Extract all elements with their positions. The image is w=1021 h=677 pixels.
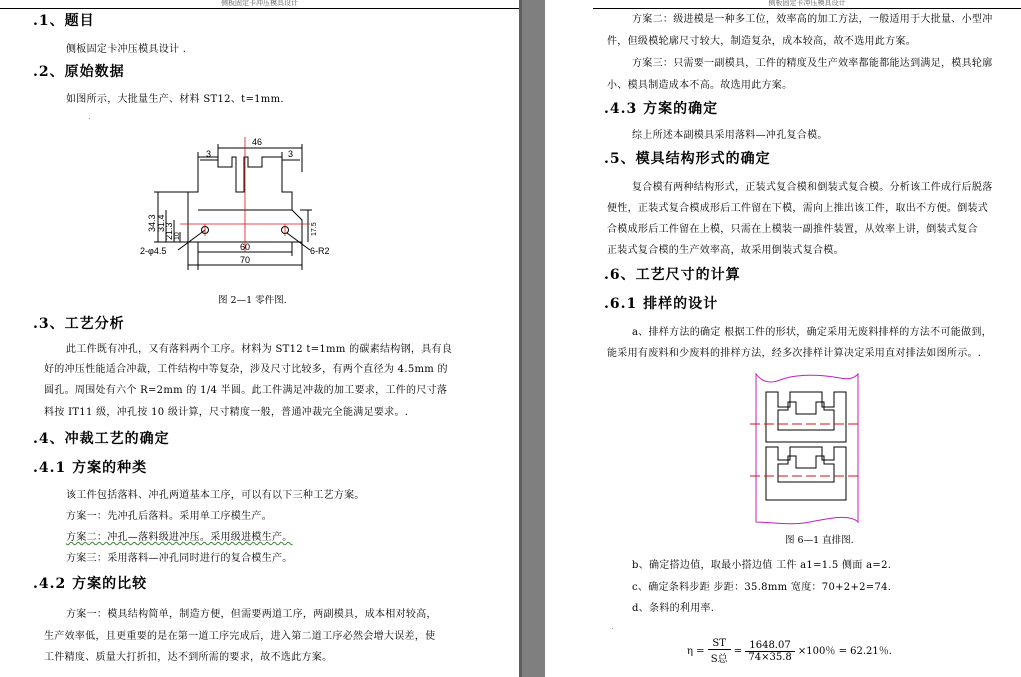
left-page-header: 侧板固定卡冲压模具设计 — [0, 0, 519, 9]
section-3-line-1: 此工件既有冲孔，又有落料两个工序。材料为 ST12 t=1mm 的碳素结构钢，具有良 — [66, 344, 453, 355]
section-4-2-line-1: 方案一：模具结构简单，制造方便，但需要两道工序，两副模具，成本相对较高， — [66, 609, 437, 620]
option-3: 方案三：采用落料—冲孔同时进行的复合模生产。 — [66, 553, 293, 564]
section-3-line-2: 好的冲压性能适合冲裁，工件结构中等复杂，涉及尺寸比较多，有两个直径为 4.5mm 的 — [44, 364, 448, 375]
paragraph-mark: . — [88, 112, 91, 122]
section-5-line-4: 正装式复合模的生产效率高，故采用倒装式复合模。 — [607, 245, 844, 256]
dim-17-5: 17.5 — [311, 222, 318, 236]
item-b: b、确定搭边值，取最小搭边值 工件 a1=1.5 侧面 a=2. — [632, 560, 892, 571]
page-gutter — [519, 0, 545, 677]
section-4-3-body: 综上所述本副模具采用落料—冲孔复合模。 — [632, 130, 828, 141]
dim-46: 46 — [252, 137, 263, 147]
section-5-line-1: 复合模有两种结构形式，正装式复合模和倒装式复合模。分析该工件成行后脱落 — [632, 182, 993, 193]
paragraph-mark-right: . — [611, 622, 614, 632]
figure-6-1-caption: 图 6—1 直排图. — [785, 535, 854, 546]
section-6-title: .6、工艺尺寸的计算 — [604, 267, 741, 283]
section-4-2-line-2: 生产效率低，且更重要的是在第一道工序完成后，进入第二道工序必然会增大误差，使 — [44, 631, 436, 642]
part-drawing — [140, 132, 370, 272]
section-5-line-3: 合模成形后工件留在上模，只需在上模装一副推件装置，从效率上讲，倒装式复合 — [607, 224, 978, 235]
section-3-line-3: 圆孔。周围处有六个 R=2mm 的 1/4 半圆。此工件满足冲裁的加工要求，工件的尺寸落 — [44, 385, 448, 396]
formula-eta: η = — [687, 646, 705, 657]
section-2-body: 如图所示，大批量生产、材料 ST12、t=1mm. — [66, 94, 284, 105]
formula-fraction-1: $\frac{ST}{\text{S总}}$ — [708, 638, 731, 665]
scheme-3-line-2: 小、模具制造成本不高。故选用此方案。 — [607, 80, 793, 91]
section-3-title: .3、工艺分析 — [33, 316, 125, 332]
scheme-2-line-1: 方案二：级进模是一种多工位，效率高的加工方法，一般适用于大批量、小型冲 — [632, 14, 993, 25]
scheme-2-line-2: 件，但级模轮廓尺寸较大，制造复杂，成本较高，故不选用此方案。 — [607, 36, 916, 47]
item-d: d、条料的利用率. — [632, 603, 715, 614]
strip-layout-drawing — [750, 372, 865, 527]
section-5-line-2: 便性，正装式复合模成形后工件留在下模，需向上推出该工件，取出不方便。倒装式 — [607, 203, 989, 214]
section-4-1-intro: 该工件包括落料、冲孔两道基本工序，可以有以下三种工艺方案。 — [66, 490, 365, 501]
section-4-2-title: .4.2 方案的比较 — [33, 576, 148, 592]
right-page — [545, 0, 1021, 677]
scheme-3-line-1: 方案三：只需要一副模具，工件的精度及生产效率都能都能达到满足，模具轮廓 — [632, 58, 993, 69]
section-4-3-title: .4.3 方案的确定 — [604, 101, 719, 117]
dim-60: 60 — [240, 242, 251, 252]
formula-result: ×100％ = 62.21％. — [797, 646, 892, 657]
dim-3-left: 3 — [206, 149, 212, 159]
dim-21-3: 21.3 — [164, 222, 174, 240]
formula-fraction-2: $\frac{1648.07}{74\times 35.8}$ — [745, 640, 794, 663]
dim-34-3: 34.3 — [147, 214, 157, 232]
strip-boundary — [756, 374, 858, 524]
section-4-1-title: .4.1 方案的种类 — [33, 460, 148, 476]
section-4-title: .4、冲裁工艺的确定 — [33, 431, 170, 447]
dim-radius: 6-R2 — [310, 246, 330, 256]
section-4-2-line-3: 工件精度、质量大打折扣，达不到所需的要求，故不选此方案。 — [44, 652, 333, 663]
section-6-1-line-2: 能采用有废料和少废料的排样方法，经多次排样计算决定采用直对排法如图所示。. — [607, 348, 982, 359]
section-6-1-title: .6.1 排样的设计 — [604, 296, 719, 312]
figure-2-1-caption: 图 2—1 零件图. — [218, 295, 287, 306]
section-1-title: .1、题目 — [33, 13, 95, 29]
option-2: 方案二：冲孔—落料级进冲压。采用级进模生产。 — [66, 532, 293, 543]
section-6-1-line-1: a、排样方法的确定 根据工件的形状，确定采用无废料排样的方法不可能做到， — [632, 327, 992, 338]
utilization-formula: η = $\frac{ST}{\text{S总}}$ = $\frac{1648.07}{74\times 35.8}$ ×100％ = 62.21％. — [687, 638, 892, 665]
dim-holes: 2-φ4.5 — [140, 246, 167, 256]
section-3-line-4: 料按 IT11 级，冲孔按 10 级计算，尺寸精度一般，普通冲裁完全能满足要求。. — [44, 407, 409, 418]
section-5-title: .5、模具结构形式的确定 — [604, 151, 771, 167]
dim-10: 10 — [174, 232, 181, 240]
section-2-title: .2、原始数据 — [33, 64, 125, 80]
dim-3-right: 3 — [288, 149, 294, 159]
dim-31-4: 31.4 — [156, 214, 166, 232]
right-page-header: 侧板固定卡冲压模具设计 — [593, 0, 1021, 9]
option-1: 方案一：先冲孔后落料。采用单工序模生产。 — [66, 511, 272, 522]
item-c: c、确定条料步距 步距：35.8mm 宽度：70+2+2=74. — [632, 582, 892, 593]
dim-70: 70 — [240, 255, 251, 265]
section-1-body: 侧板固定卡冲压模具设计 . — [66, 44, 187, 55]
